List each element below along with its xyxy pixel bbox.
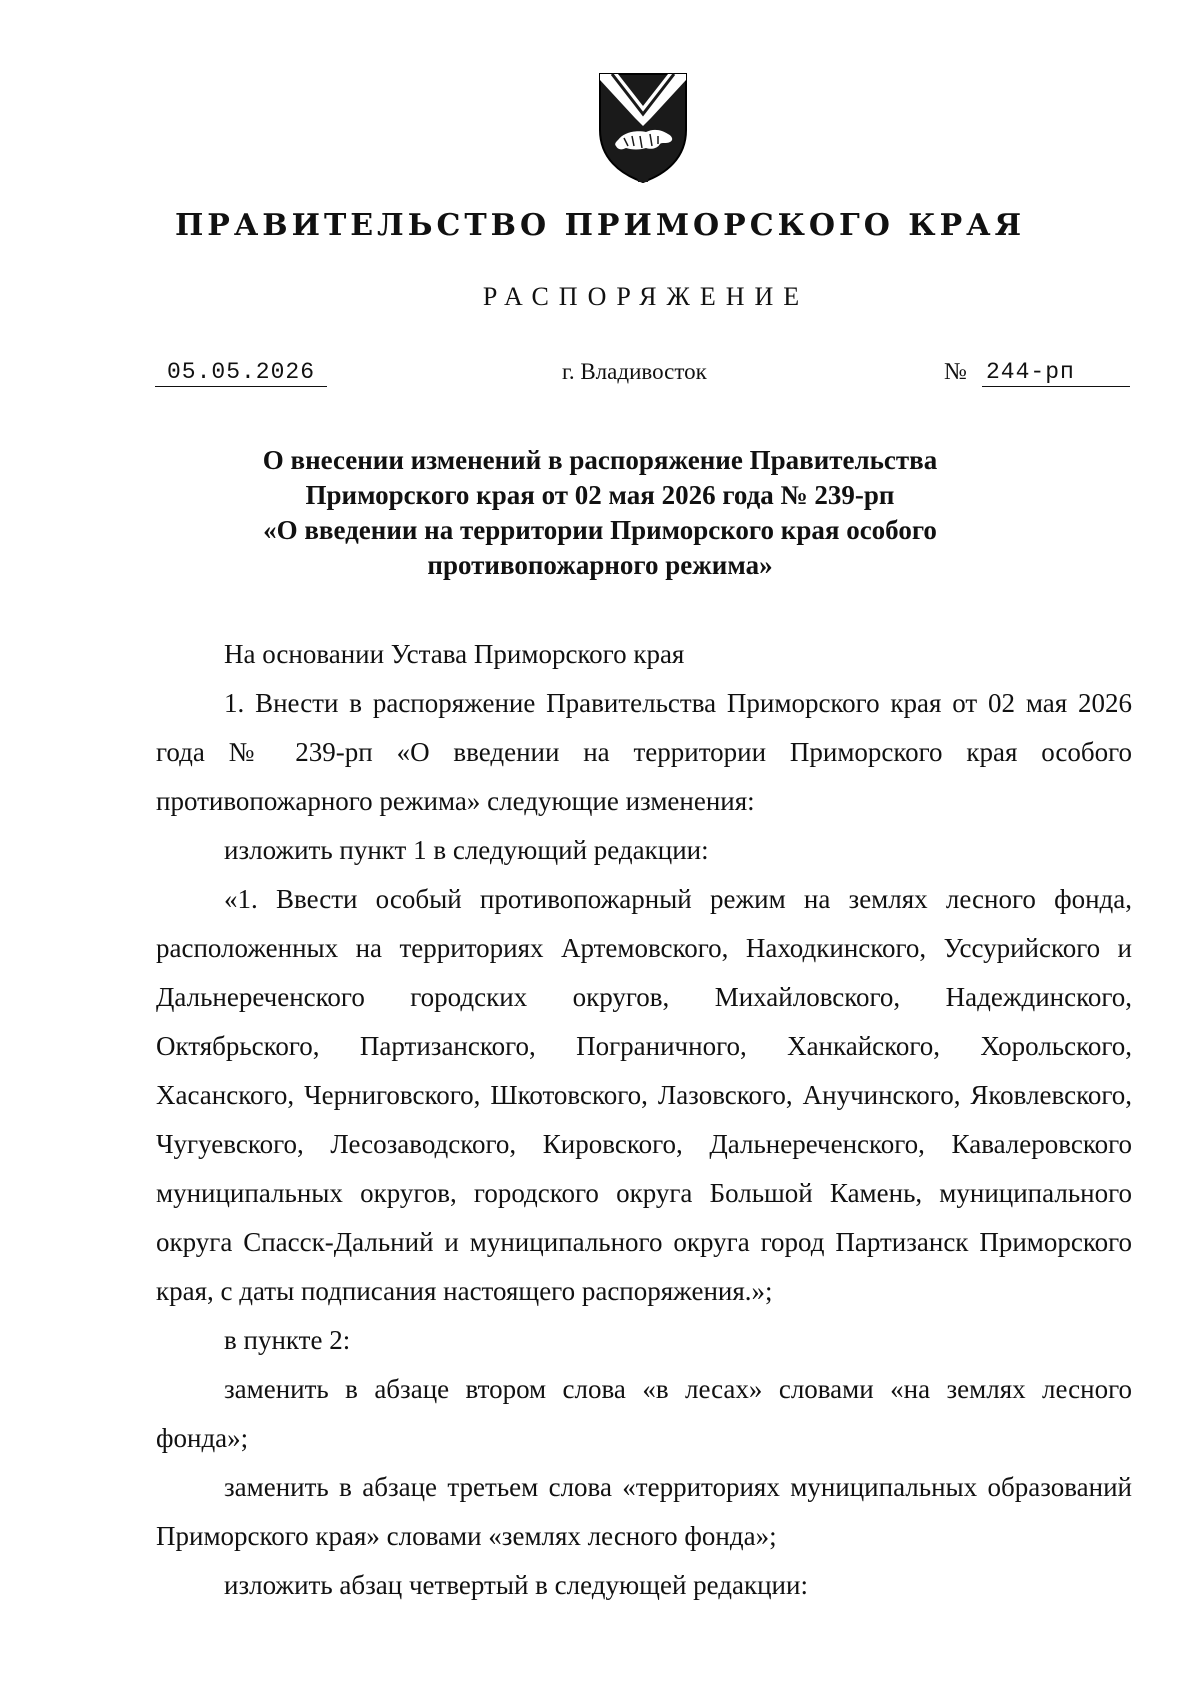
document-number: 244-рп — [982, 358, 1130, 387]
coat-of-arms-icon — [596, 70, 690, 188]
paragraph-item-2-abzac-2: заменить в абзаце втором слова «в лесах» словами «на землях лесного фонда»; — [156, 1374, 1132, 1453]
document-body — [156, 630, 1132, 1610]
document-subject: О внесении изменений в распоряжение Правительства Приморского края от 02 мая 2026 года № 239-рп «О введении на территории Приморского края особого противопожарного режима» — [262, 445, 938, 580]
paragraph-item-1: 1. Внести в распоряжение Правительства Приморского края от 02 мая 2026 года № 239-рп «О введении на территории Приморского края особого противопожарного режима» следующие изменения: — [156, 688, 1132, 816]
document-date: 05.05.2026 — [155, 358, 327, 387]
paragraph-new-item-1: «1. Ввести особый противопожарный режим на землях лесного фонда, расположенных на территориях Артемовского, Находкинского, Уссурийского и Дальнереченского городских округов, Михайловского, Надеждинского, Октябрьского, Партизанского, Пограничного, Ханкайского, Хорольского, Хасанского, Черниговского, Шкотовского, Лазовского, Анучинского, Яковлевского, Чугуевского, Лесозаводского, Кировского, Дальнереченского, Кавалеровского муниципальных округов, городского округа Большой Камень, муниципального округа Спасск-Дальний и муниципального округа город Партизанск Приморского края, с даты подписания настоящего распоряжения.»; — [156, 884, 1132, 1306]
paragraph-amend-item-1: изложить пункт 1 в следующий редакции: — [224, 835, 709, 865]
paragraph-basis: На основании Устава Приморского края — [224, 639, 685, 669]
paragraph-item-2-intro: в пункте 2: — [224, 1325, 351, 1355]
document-city: г. Владивосток — [562, 359, 707, 384]
document-type: РАСПОРЯЖЕНИЕ — [482, 282, 810, 311]
paragraph-item-2-abzac-4: изложить абзац четвертый в следующей редакции: — [224, 1570, 808, 1600]
government-title: ПРАВИТЕЛЬСТВО ПРИМОРСКОГО КРАЯ — [174, 208, 1026, 243]
paragraph-item-2-abzac-3: заменить в абзаце третьем слова «территориях муниципальных образований Приморского края» словами «землях лесного фонда»; — [156, 1472, 1132, 1551]
number-sign: № — [944, 359, 967, 385]
